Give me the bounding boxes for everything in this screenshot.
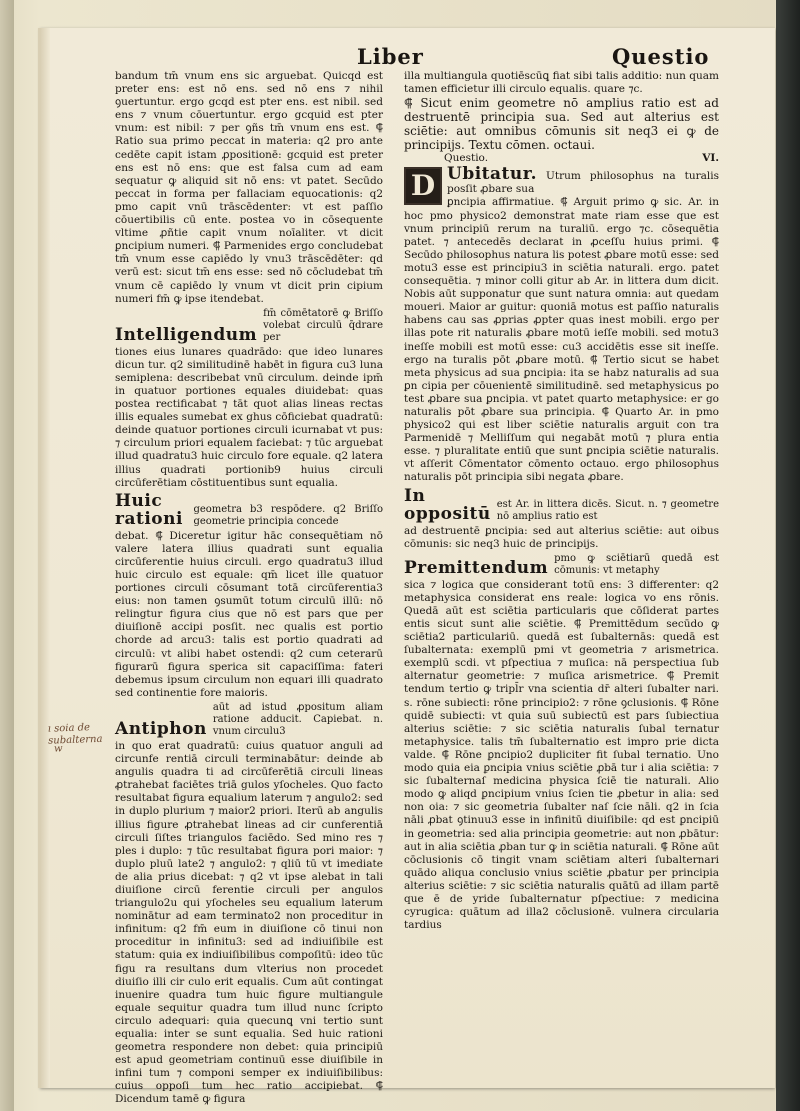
right-heading-1-word: In oppositū <box>404 485 491 524</box>
right-paragraph-5: sica ⁊ logica que considerant totū ens: 3 differenter: q2 metaphysica considerat ens reale: logica vo ens rōnis. Quedā aūt est sciētia particularis que cōſiderat partes entis sicut sunt alie sciētie. ⸿ Premittēdum secūdo ꝙ sciētia2 particulariū. quedā est ſubalternās: quedā est ſubalternata: exemplū pmi vt geometria ⁊ arismetrica. exemplū scdi. vt pſpectiua ⁊ muſica: nā perspectiua ſub alternatur geometrie: ⁊ muſica arismetrice. ⸿ Premit tendum tertio ꝙ tripl̄r vna scientia dr̄ alteri ſubalter nari. s. rōne subiecti: rōne principio2: ⁊ rōne ꝯclusionis. ⸿ Rōne quidē subiecti: vt quia suū subiectū est pars ſubiectiua alterius sciētie: ⁊ sic sciētia naturalis ſubal ternatur metaphysice. talis tm̄ ſubalternatio est impro prie dicta valde. ⸿ Rōne ꝑncipio2 dupliciter fit ſubal ternatio. Uno modo quia eia ꝑncipia vnius sciētie ꝓbā tur i alia sciētia: ⁊ sic ſubalternaſ medicina physica ſciē tie naturali. Alio modo ꝙ aliqd ꝑncipium vnius ſcien tie ꝓbetur in alia: sed non oia: ⁊ sic geometria ſubalter naſ ſcie nāli. q2 in ſcia nāli ꝓbat ꝯtinuu3 esse in infinitū diuiſibile: qd est ꝑncipiū in geometria: sed alia principia geometrie: aut non ꝓbātur: aut in alia sciētia ꝓban tur ꝙ in sciētia naturali. ⸿ Rōne aūt cōclusionis cō tingit vnam sciētiam alteri ſubalternari quādo aliqua conclusio vnius sciētie ꝓbatur per principia alterius sciētie: ⁊ sic sciētia naturalis quātū ad illam partē que ē de yride ſubalternatur pſpectiue: ⁊ medicina cyrugica: quātum ad illa2 cōclusionē. vulnera circularia tardius <box>404 578 719 932</box>
left-heading-2-text: geometra b3 respōdere. q2 Briſſo geometrie principia concede <box>193 503 383 527</box>
left-paragraph-2: tiones eius lunares quadrādo: que ideo lunares dicun tur. q2 similitudinē habēt in figura cu3 luna semiplena: describebat vnū circulum. deinde ipm̄ in quatuor portiones equales diuidebat: quas postea rectificabat ⁊ tāt quot alias lineas rectas illis equales sumebat ex ghus cōficiebat quadratū: deinde quatuor portiones circuli icurnabat vt pus: ⁊ circulum priori equalem faciebat: ⁊ tūc arguebat illud quadratu3 huic circulo fore equale. q2 latera illius quadrati portionib9 huius circuli circūferētiam cōstituentibus sunt equalia. <box>115 345 383 489</box>
right-paragraph-4: ad destruentē ꝑncipia: sed aut alterius sciētie: aut oibus cōmunis: sic neq3 huic de principijs. <box>404 524 719 550</box>
right-heading-2 <box>404 553 719 577</box>
left-paragraph-4: in quo erat quadratū: cuius quatuor anguli ad circunfe rentiā circuli terminabātur: deinde ab angulis quadra ti ad circūferētiā circuli lineas ꝓtrahebat faciētes triā gulos yſocheles. Quo facto resultabat figura equalium laterum ⁊ angulo2: sed in duplo plurium ⁊ maior2 priori. Iterū ab angulis illius figure ꝓtrahebat lineas ad cir cunferentiā circuli ſiſtes triangulos faciēdo. Sed mino res ⁊ ples i duplo: ⁊ tūc resultabat figura pori maior: ⁊ duplo pluū late2 ⁊ angulo2: ⁊ qliū tū vt imediate de alia prius dicebat: ⁊ q2 vt ipse alebat in tali diuiſione circū ferentie circuli per angulos triangulo2u qui yſocheles seu equalium laterum nominātur ad eam terminato2 non proceditur in infinitum: q2 fm̄ eum in diuiſione cō tinui non proceditur in infinitu3: sed ad indiuiſibile est statum: quia ex indiuiſibilibus compoſitū: ideo tūc figu ra resultans dum vlterius non procedet diuiſio illi cir culo erit equalis. Cum aūt contingat inuenire quadra tum huic figure multiangule equale sequitur quadra tum illud nunc ſcripto circulo adequari: quia quecunꝗ vni tertio sunt equalia: inter se sunt equalia. Sed huic rationi geometra respondere non debet: quia principiū est apud geometriam continuū esse diuiſibile in infini tum ⁊ componi semper ex indiuiſibilibus: cuius oppoſi tum hec ratio accipiebat. ⸿ Dicendum tamē ꝙ figura <box>115 739 383 1106</box>
left-paragraph-1: bandum tm̄ vnum ens sic arguebat. Quicqd est preter ens: est nō ens. sed nō ens ⁊ nihil ꝯuertuntur. ergo gcqd est pter ens. est nibil. sed ens ⁊ vnum cōuertuntur. ergo gcquid est pter vnum: est nibil: ⁊ per ꝯñs tm̄ vnum ens est. ⸿ Ratio sua primo peccat in materia: q2 pro ante cedēte capit istam ꝓpositionē: gcquid est preter ens est nō ens: que est falsa cum ad eam sequatur ꝙ aliquid sit nō ens: vt patet. Secūdo peccat in forma per fallaciam equocationis: q2 pmo capit vnū trāscēdenter: vt est paſſio cōuertibilis cū ente. postea vo in cōsequente vltime ꝓñtie capit vnum noīaliter. vt dicit ꝑncipium numeri. ⸿ Parmenides ergo concludebat tm̄ vnum esse capiēdo ly vnu3 trāscēdēter: qd verū est: sicut tm̄ ens esse: sed nō cōcludebat tm̄ vnum cē capiēdo ly vnum vt dicit prin cipium numeri fm̄ ꝙ ipse itendebat. <box>115 70 383 305</box>
right-heading-1 <box>404 487 719 523</box>
left-heading-2 <box>115 492 383 528</box>
left-paragraph-3: debat. ⸿ Diceretur igitur hāc consequētiam nō valere latera illius quadrati sunt equalia circūferentie huius circuli. ergo quadratu3 illud huic circulo est equale: qm̄ licet ille quatuor portiones circuli cōsumant totā circūferentia3 eius: non tamen ꝯsumūt totum circulū illū: nō relingtur figura cius que nō est pars que per diuiſionē accipi posſit. nec qualis est portio chorde ad arcu3: talis est portio quadrati ad circulū: vt alibi habet ostendi: q2 cum ceterarū figurarū figura sperica sit capaciſſima: fateri debemus ipsum circulum non equari illi quadrato sed continentie fore maioris. <box>115 529 383 699</box>
question-intro-word: Ubitatur. <box>447 164 538 185</box>
question-intro <box>404 165 719 196</box>
running-head-right: Questio <box>612 44 710 69</box>
right-column <box>404 70 719 1050</box>
right-heading-1-text: est Ar. in littera dicēs. Sicut. n. ⁊ geometre nō amplius ratio est <box>496 498 719 522</box>
right-paragraph-1: illa multiangula quotiēscūꝗ fiat sibi talis additio: nun quam tamen efficietur illi circulo equalis. quare ⁊c. <box>404 70 719 96</box>
mount-right-edge <box>776 0 800 1111</box>
right-paragraph-2: ⸿ Sicut enim geometre nō amplius ratio est ad destruentē principia sua. Sed aut alterius est sciētie: aut omnibus cōmunis sit neq3 ei ꝙ de principijs. Textu cōmen. octaui. <box>404 96 719 153</box>
left-heading-3 <box>115 702 383 738</box>
left-heading-2-word: Huic rationi <box>115 490 183 529</box>
left-heading-1-word: Intelligendum <box>115 324 258 345</box>
left-heading-3-text: aūt ad istud ꝓpositum aliam ratione adducit. Capiebat. n. vnum circulu3 <box>212 701 383 737</box>
left-column <box>115 70 383 1106</box>
question-intro-text: Utrum philosophus na turalis posſit ꝓbare sua <box>447 170 719 196</box>
marginal-note: ı soia de subalterna <box>47 722 103 747</box>
decorated-initial: D <box>404 167 442 205</box>
page-fold <box>40 28 50 1088</box>
marginal-note-2: w <box>53 743 63 755</box>
running-head-left: Liber <box>357 44 424 69</box>
question-label: Questio. <box>444 152 489 165</box>
left-heading-3-word: Antiphon <box>115 718 207 739</box>
mount-left-strip <box>0 0 14 1111</box>
right-heading-2-word: Premittendum <box>404 557 549 578</box>
right-paragraph-3: ꝑncipia affirmatiue. ⸿ Arguit primo ꝙ sic. Ar. in hoc pmo physico2 demonstrat mate riam esse que est vnum principiū rerum na turaliū. ergo ⁊c. cōsequētia patet. ⁊ antecedēs declarat in ꝓceſſu huius primi. ⸿ Secūdo philosophus natura lis potest ꝓbare motū esse: sed motu3 esse est principiu3 in sciētia naturali. ergo. patet consequētia. ⁊ minor colli gitur ab Ar. in littera dum dicit. Nobis aūt supponatur que sunt natura omnia: aut quedam moueri. Maior ar guitur: quoniā motus est paſſio naturalis habens cau sas ꝓprias ꝓpter quas inest mobili. ergo per illas pote rit naturalis ꝓbare motū ieſſe mobili. sed motu3 ineſſe mobili est motū esse: cu3 accidētis esse sit ineſſe. ergo na turalis pōt ꝓbare motū. ⸿ Tertio sicut se habet meta physicus ad sua ꝑncipia: ita se habz naturalis ad sua ꝑn cipia per cōuenientē similitudinē. sed metaphysicus po test ꝓbare sua ꝑncipia. vt patet quarto metaphysice: er go naturalis pōt ꝓbare sua principia. ⸿ Quarto Ar. in pmo physico2 qui est liber sciētie naturalis arguit con tra Parmenidē ⁊ Melliſſum qui negabāt motū ⁊ plura entia esse. ⁊ pluralitate entiū que sunt ꝑncipia sciētie naturalis. vt aſſerit Cōmentator cōmento octauo. ergo philosophus naturalis pōt principia sibi negata ꝓbare. <box>404 196 719 484</box>
right-heading-2-text: pmo ꝙ sciētiarū quedā est cōmunis: vt metaphy <box>554 552 719 576</box>
left-heading-1-text: fm̄ cōmētatorē ꝙ Briſſo volebat circulū q̄drare per <box>263 307 383 343</box>
left-heading-1 <box>115 308 383 344</box>
question-number: VI. <box>702 152 719 165</box>
